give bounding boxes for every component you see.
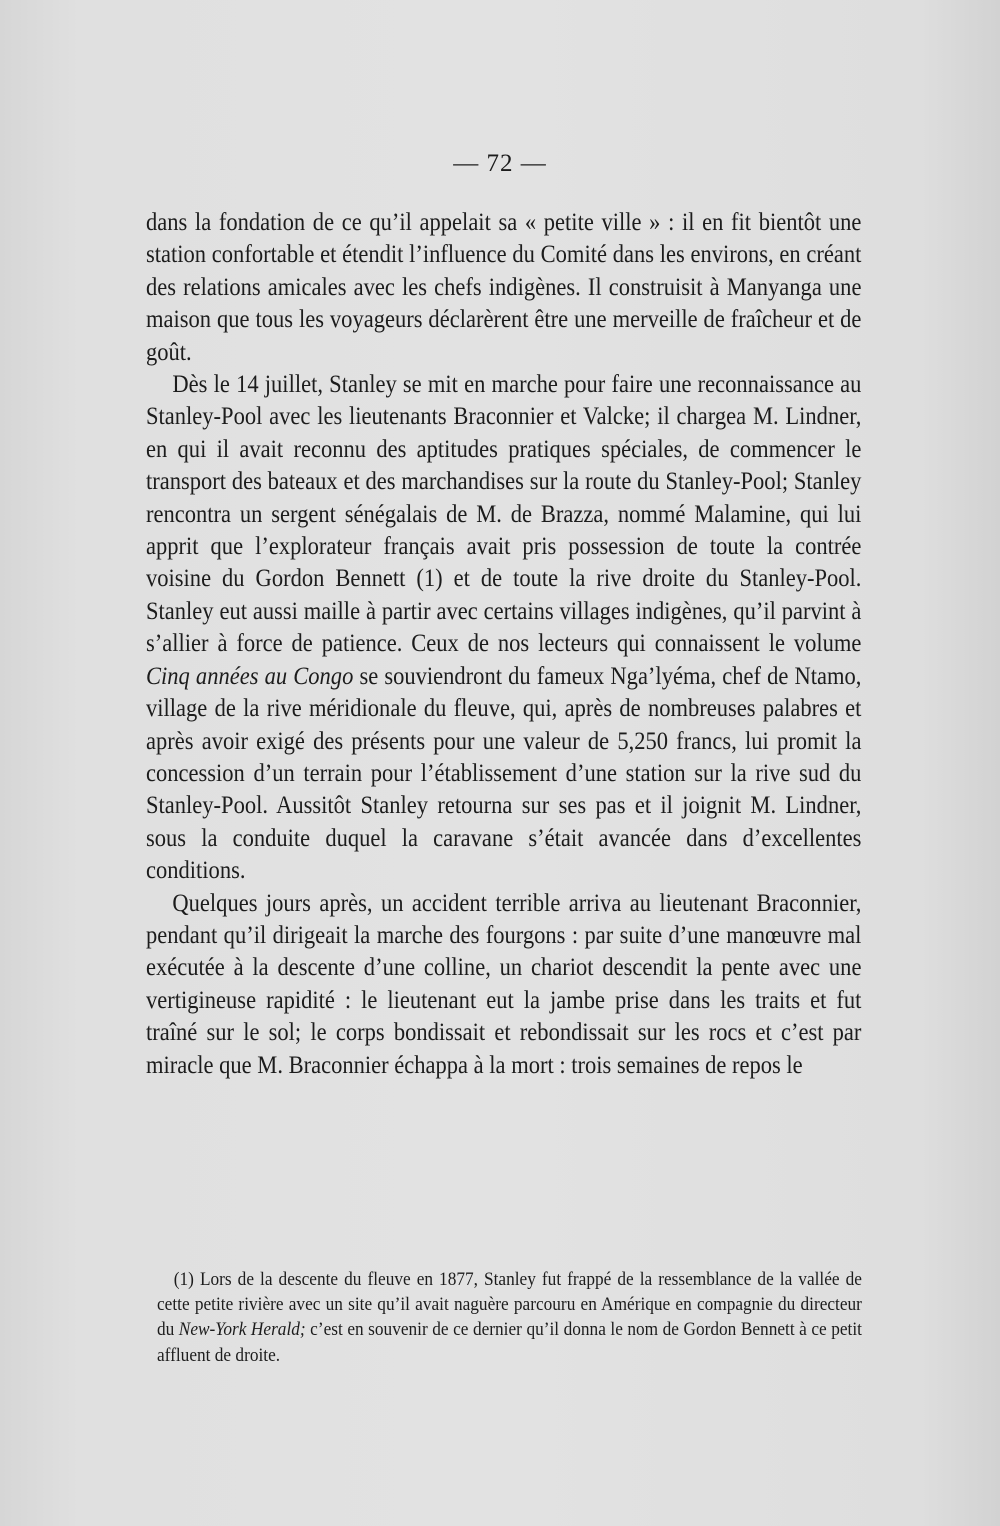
page-number: — 72 — [453,150,547,177]
paragraph-3: Quelques jours après, un accident terrible arriva au lieutenant Braconnier, pendant qu’il dirigeait la marche des fourgons : par suite d’une manœuvre mal exécutée à la descente d’une colline, un chariot descendit la pente avec une vertigineuse rapidité : le lieutenant eut la jambe prise dans les traits et fut traîné sur le sol; le corps bondissait et rebondissait sur les rocs et c’est par miracle que M. Braconnier échappa à la mort : trois semaines de repos le [146,887,862,1079]
main-text [146,206,861,1081]
book-title-cinq-annees: Cinq années au Congo [146,660,354,690]
paragraph-1: dans la fondation de ce qu’il appelait sa « petite ville » : il en fit bientôt une station confortable et étendit l’influence du Comité dans les environs, en créant des relations amicales avec les chefs indigènes. Il construisit à Manyanga une maison que tous les voyageurs déclarèrent être une merveille de fraîcheur et de goût. [146,207,862,366]
footnote-1 [157,1267,862,1368]
paragraph-2-part-a: Dès le 14 juillet, Stanley se mit en marche pour faire une reconnaissance au Stanley-Pool avec les lieutenants Braconnier et Valcke; il chargea M. Lindner, en qui il avait reconnu des aptitudes pratiques spéciales, de commencer le transport des bateaux et des marchandises sur la route du Stanley-Pool; Stanley rencontra un sergent sénégalais de M. de Brazza, nommé Malamine, qui lui apprit que l’explorateur français avait pris possession de toute la contrée voisine du Gordon Bennett (1) et de toute la rive droite du Stanley-Pool. Stanley eut aussi maille à partir avec certains villages indigènes, qu’il parvint à s’allier à force de patience. Ceux de nos lecteurs qui connaissent le volume [146,369,862,658]
paragraph-2 [146,368,861,887]
newspaper-title: New-York Herald; [178,1319,306,1341]
paragraph-2-part-b: se souviendront du fameux Nga’lyéma, chef de Ntamo, village de la rive méridionale du fleuve, qui, après de nombreuses palabres et après avoir exigé des présents pour une valeur de 5,250 francs, lui promit la concession d’un terrain pour l’établissement d’une station sur la rive sud du Stanley-Pool. Aussitôt Stanley retourna sur ses pas et il joignit M. Lindner, sous la conduite duquel la caravane s’était avancée dans d’excellentes conditions. [146,660,862,885]
footnote-part-a: (1) Lors de la descente du fleuve en 1877, Stanley fut frappé de la ressemblance de la vallée de cette petite rivière avec un site qu’il avait naguère parcouru en Amérique en compagnie du directeur du [157,1269,862,1341]
footnote-part-b: c’est en souvenir de ce dernier qu’il donna le nom de Gordon Bennett à ce petit affluent de droite. [157,1319,862,1366]
footnote [157,1267,862,1368]
